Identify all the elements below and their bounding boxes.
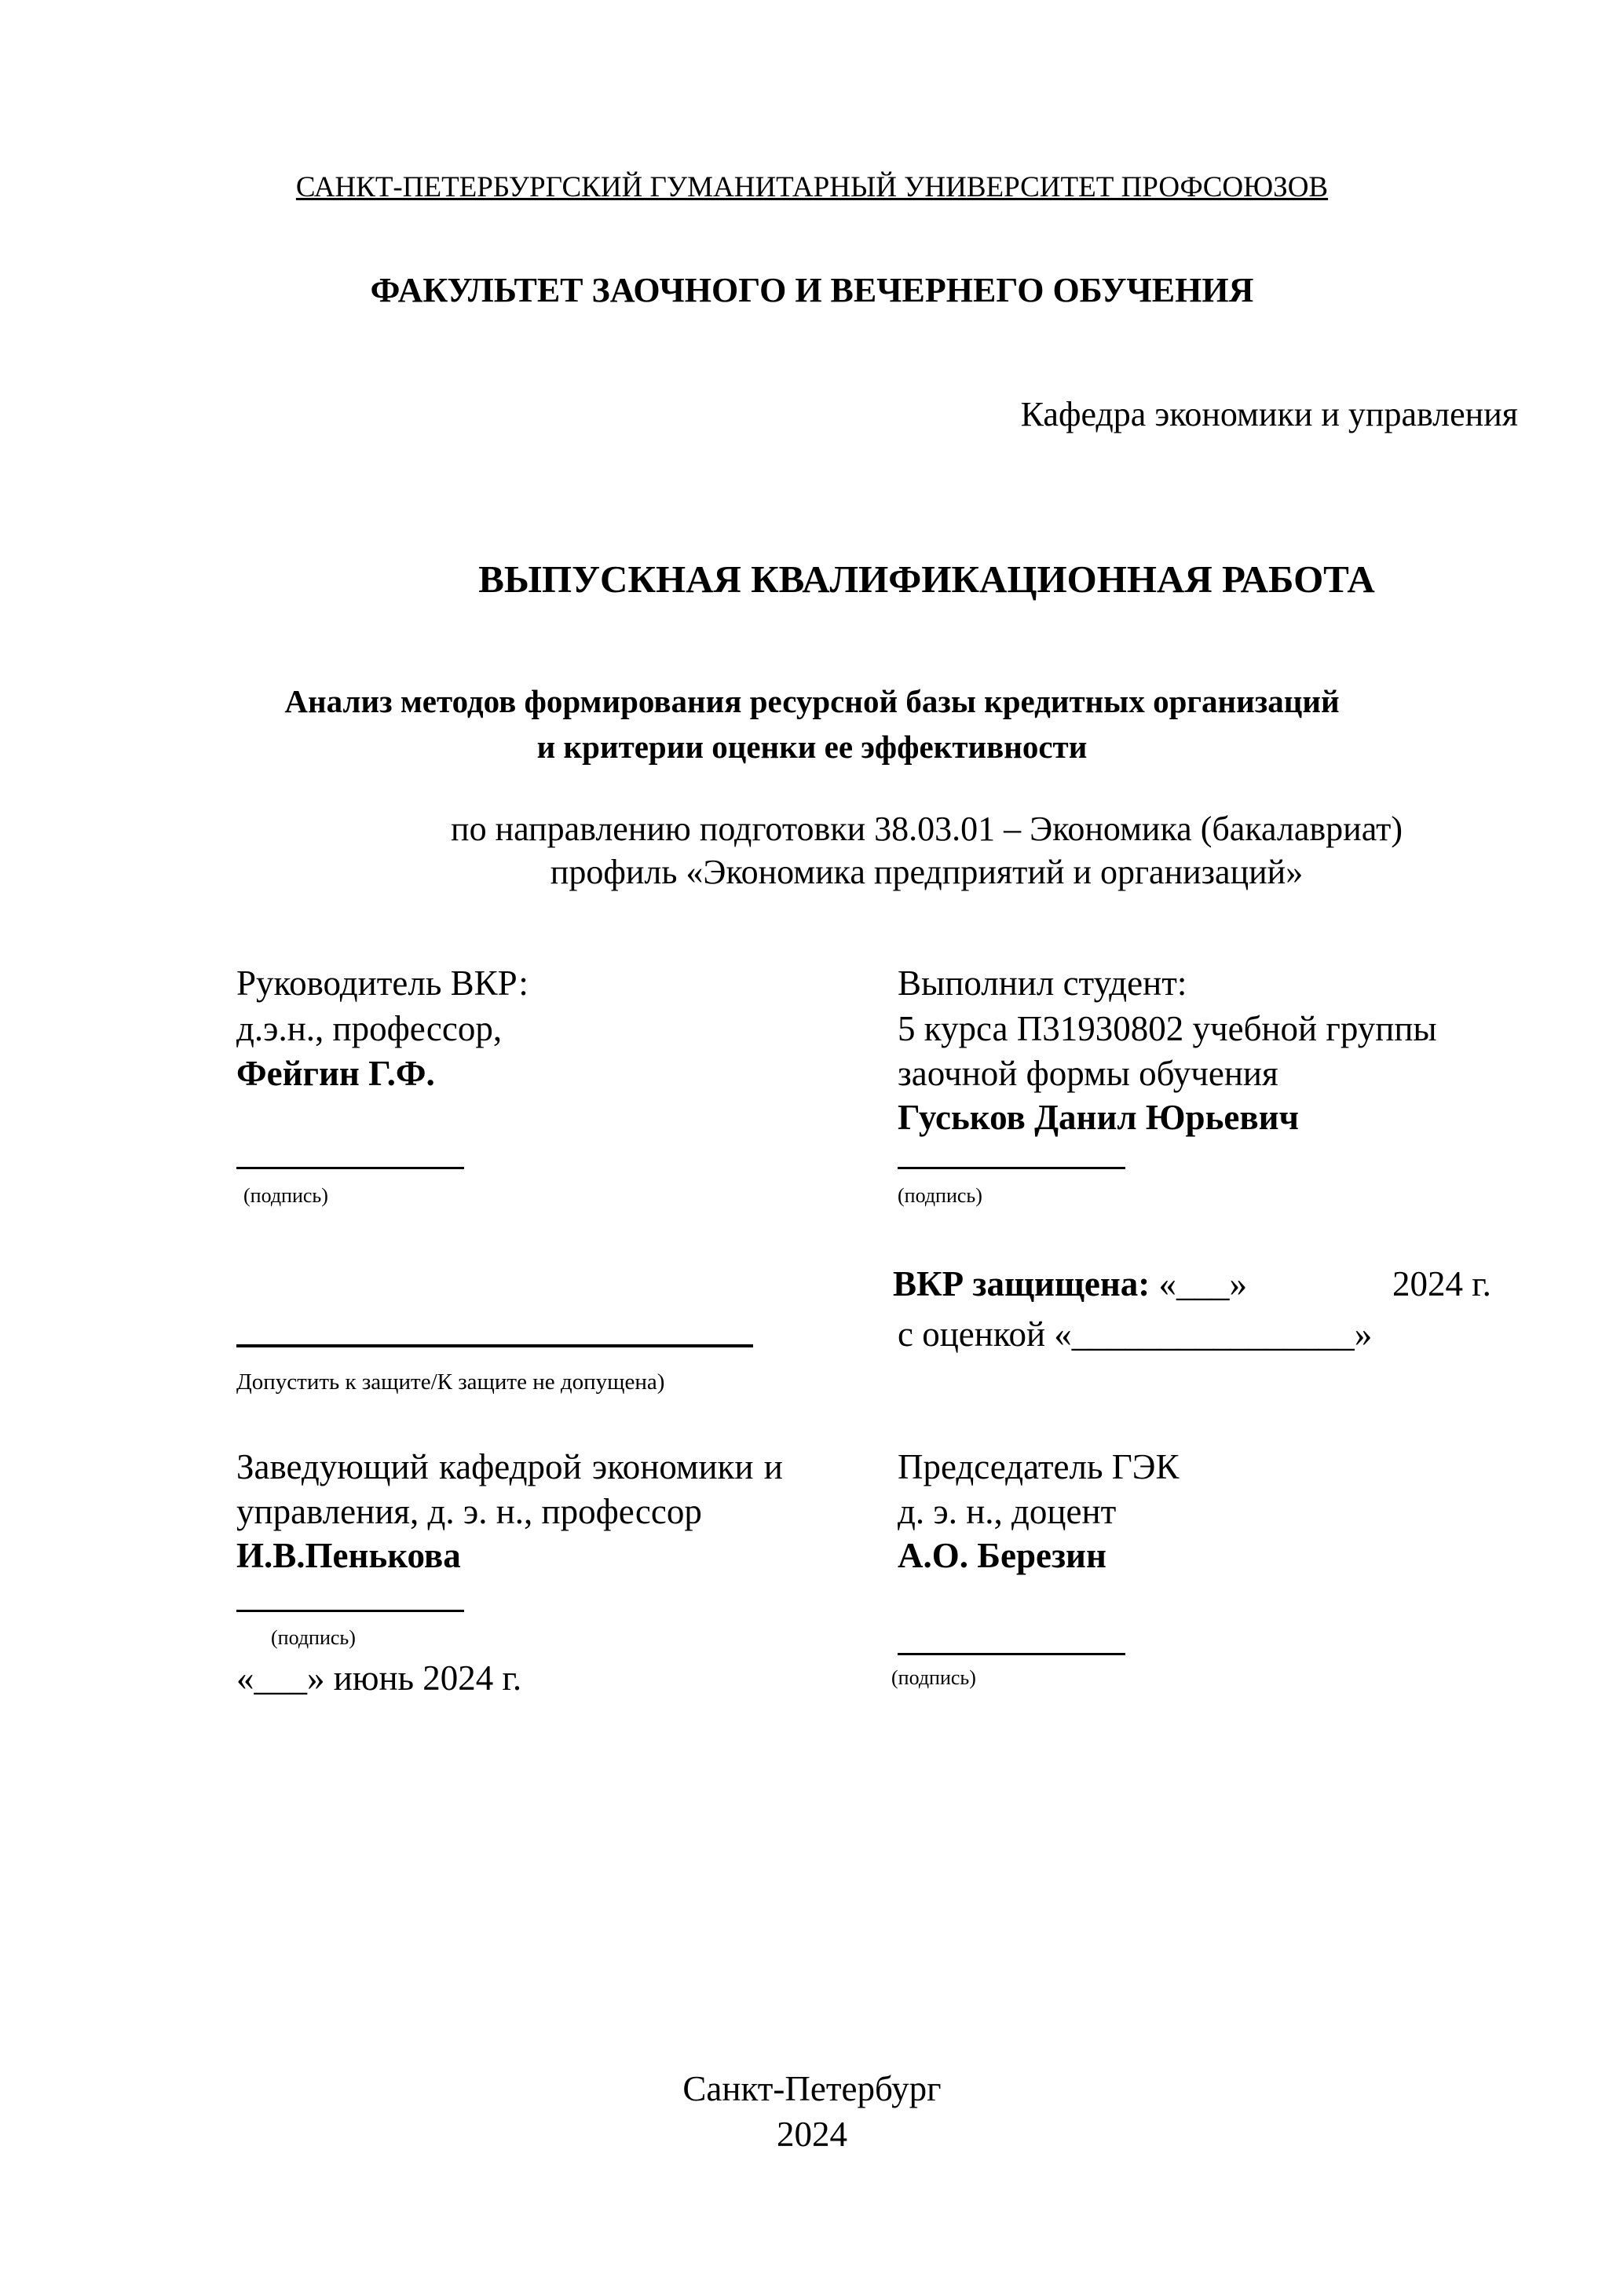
head-signature-line — [236, 1610, 464, 1612]
head-signature-caption: (подпись) — [271, 1626, 356, 1649]
student-signature-line — [898, 1167, 1125, 1169]
work-title-line1: Анализ методов формирования ресурсной базы кредитных организаций — [284, 683, 1340, 719]
department-name: Кафедра экономики и управления — [1020, 395, 1518, 433]
student-form: заочной формы обучения — [898, 1054, 1278, 1093]
admission-line — [236, 1344, 753, 1347]
defense-grade: с оценкой «________________» — [898, 1314, 1373, 1354]
footer-year: 2024 — [777, 2115, 847, 2154]
supervisor-label: Руководитель ВКР: — [236, 963, 529, 1003]
defense-year: 2024 г. — [1392, 1264, 1491, 1303]
work-type: ВЫПУСКНАЯ КВАЛИФИКАЦИОННАЯ РАБОТА — [478, 558, 1375, 601]
university-text: САНКТ-ПЕТЕРБУРГСКИЙ ГУМАНИТАРНЫЙ УНИВЕРСИТЕТ ПРОФСОЮЗОВ — [295, 171, 1329, 203]
chairman-signature-caption: (подпись) — [891, 1666, 976, 1689]
head-title-line2: управления, д. э. н., профессор — [236, 1492, 702, 1531]
chairman-degree: д. э. н., доцент — [898, 1492, 1117, 1531]
chairman-label: Председатель ГЭК — [898, 1447, 1180, 1486]
head-date: «___» июнь 2024 г. — [236, 1658, 522, 1698]
chairman-name: А.О. Березин — [898, 1536, 1106, 1575]
defense-label: ВКР защищена: — [893, 1264, 1150, 1303]
student-signature-caption: (подпись) — [898, 1184, 982, 1207]
supervisor-signature-caption: (подпись) — [243, 1184, 328, 1207]
student-name: Гуськов Данил Юрьевич — [898, 1098, 1299, 1137]
head-title-line1: Заведующий кафедрой экономики и — [236, 1447, 783, 1486]
admission-caption: Допустить к защите/К защите не допущена) — [236, 1369, 665, 1395]
direction: по направлению подготовки 38.03.01 – Экономика (бакалавриат) — [451, 810, 1403, 848]
chairman-signature-line — [898, 1653, 1125, 1655]
university-name — [0, 173, 1624, 202]
supervisor-degree: д.э.н., профессор, — [236, 1009, 503, 1048]
supervisor-signature-line — [236, 1167, 464, 1169]
defense-status — [893, 1264, 1248, 1303]
footer-city: Санкт-Петербург — [682, 2069, 942, 2108]
work-title-line2: и критерии оценки ее эффективности — [536, 729, 1088, 765]
profile: профиль «Экономика предприятий и организаций» — [550, 853, 1304, 891]
faculty-name: ФАКУЛЬТЕТ ЗАОЧНОГО И ВЕЧЕРНЕГО ОБУЧЕНИЯ — [370, 271, 1254, 309]
supervisor-name: Фейгин Г.Ф. — [236, 1054, 435, 1093]
student-label: Выполнил студент: — [898, 963, 1187, 1003]
head-name: И.В.Пенькова — [236, 1536, 461, 1575]
student-group: 5 курса П31930802 учебной группы — [898, 1009, 1437, 1048]
defense-day: «___» — [1158, 1264, 1248, 1303]
